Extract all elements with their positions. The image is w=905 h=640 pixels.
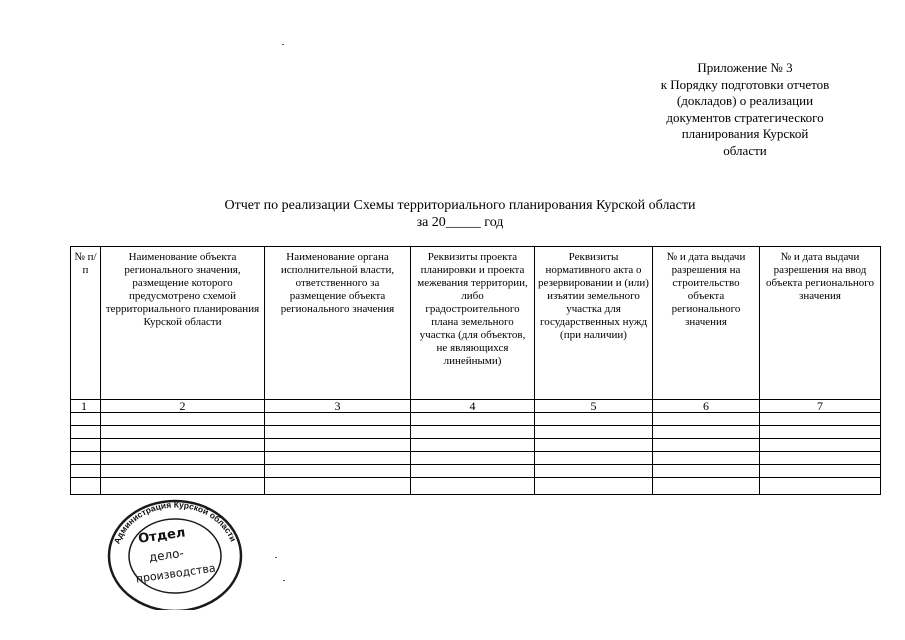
column-number-row [71, 400, 881, 413]
table-cell [71, 465, 101, 478]
table-cell [265, 439, 411, 452]
header-cell-planning-project: Реквизиты проекта планировки и проекта межевания территории, либо градостроительного плана земельного участка (для объектов, не являющихся линейными) [411, 247, 535, 400]
table-cell [653, 413, 760, 426]
table-cell [71, 413, 101, 426]
report-period: за 20_____ год [416, 215, 504, 230]
column-number: 2 [101, 400, 265, 413]
header-cell-number: № п/п [71, 247, 101, 400]
table-cell [411, 413, 535, 426]
table-cell [653, 426, 760, 439]
table-cell [535, 478, 653, 495]
scan-speck [283, 580, 285, 581]
table-cell [411, 478, 535, 495]
table-row [71, 439, 881, 452]
column-number: 4 [411, 400, 535, 413]
table-cell [101, 439, 265, 452]
header-cell-normative-act: Реквизиты нормативного акта о резервировании и (или) изъятии земельного участка для государственных нужд (при наличии) [535, 247, 653, 400]
table-cell [101, 426, 265, 439]
stamp-ring-text: Администрация Курской области [111, 499, 239, 546]
table-cell [71, 426, 101, 439]
table-cell [265, 452, 411, 465]
table-row [71, 465, 881, 478]
header-cell-commission-permit: № и дата выдачи разрешения на ввод объекта регионального значения [760, 247, 881, 400]
table-cell [653, 452, 760, 465]
table-cell [535, 413, 653, 426]
report-title: Отчет по реализации Схемы территориального планирования Курской области [224, 198, 696, 213]
table-cell [760, 465, 881, 478]
table-row [71, 452, 881, 465]
table-row [71, 413, 881, 426]
header-row [71, 247, 881, 400]
table-cell [101, 465, 265, 478]
table-cell [101, 413, 265, 426]
table-cell [265, 413, 411, 426]
scan-speck [282, 44, 284, 45]
table-cell [653, 465, 760, 478]
table-cell [760, 439, 881, 452]
table-cell [265, 465, 411, 478]
table-cell [101, 452, 265, 465]
table-cell [653, 439, 760, 452]
stamp-center-line: дело- [148, 545, 185, 565]
table-cell [411, 439, 535, 452]
table-cell [411, 465, 535, 478]
appendix-line: к Порядку подготовки отчетов [660, 76, 830, 92]
table-cell [535, 426, 653, 439]
table-cell [411, 426, 535, 439]
report-table [70, 246, 881, 495]
table-cell [71, 478, 101, 495]
table-cell [265, 426, 411, 439]
table-cell [760, 413, 881, 426]
table-row [71, 426, 881, 439]
report-title-block [150, 197, 770, 231]
table-cell [71, 452, 101, 465]
column-number: 6 [653, 400, 760, 413]
header-cell-object-name: Наименование объекта регионального значения, размещение которого предусмотрено схемой территориального планирования Курской области [101, 247, 265, 400]
appendix-line: области [723, 142, 767, 158]
table-cell [760, 426, 881, 439]
appendix-line: (докладов) о реализации [676, 93, 814, 108]
column-number: 5 [535, 400, 653, 413]
table-cell [760, 452, 881, 465]
appendix-line: планирования Курской [681, 126, 809, 141]
table-cell [71, 439, 101, 452]
table-cell [653, 478, 760, 495]
table-cell [411, 452, 535, 465]
scan-speck [275, 557, 277, 558]
appendix-line: Приложение № 3 [697, 60, 793, 75]
column-number: 7 [760, 400, 881, 413]
appendix-line: документов стратегического [666, 109, 824, 125]
appendix-header [630, 60, 860, 159]
official-stamp [103, 490, 248, 610]
stamp-center-line: Отдел [137, 525, 187, 547]
table-cell [760, 478, 881, 495]
header-cell-build-permit: № и дата выдачи разрешения на строительство объекта регионального значения [653, 247, 760, 400]
column-number: 1 [71, 400, 101, 413]
table-cell [535, 439, 653, 452]
column-number: 3 [265, 400, 411, 413]
table-cell [535, 465, 653, 478]
table-cell [265, 478, 411, 495]
header-cell-authority: Наименование органа исполнительной власти, ответственного за размещение объекта регионального значения [265, 247, 411, 400]
table-cell [535, 452, 653, 465]
stamp-center-line: производства [134, 561, 217, 586]
